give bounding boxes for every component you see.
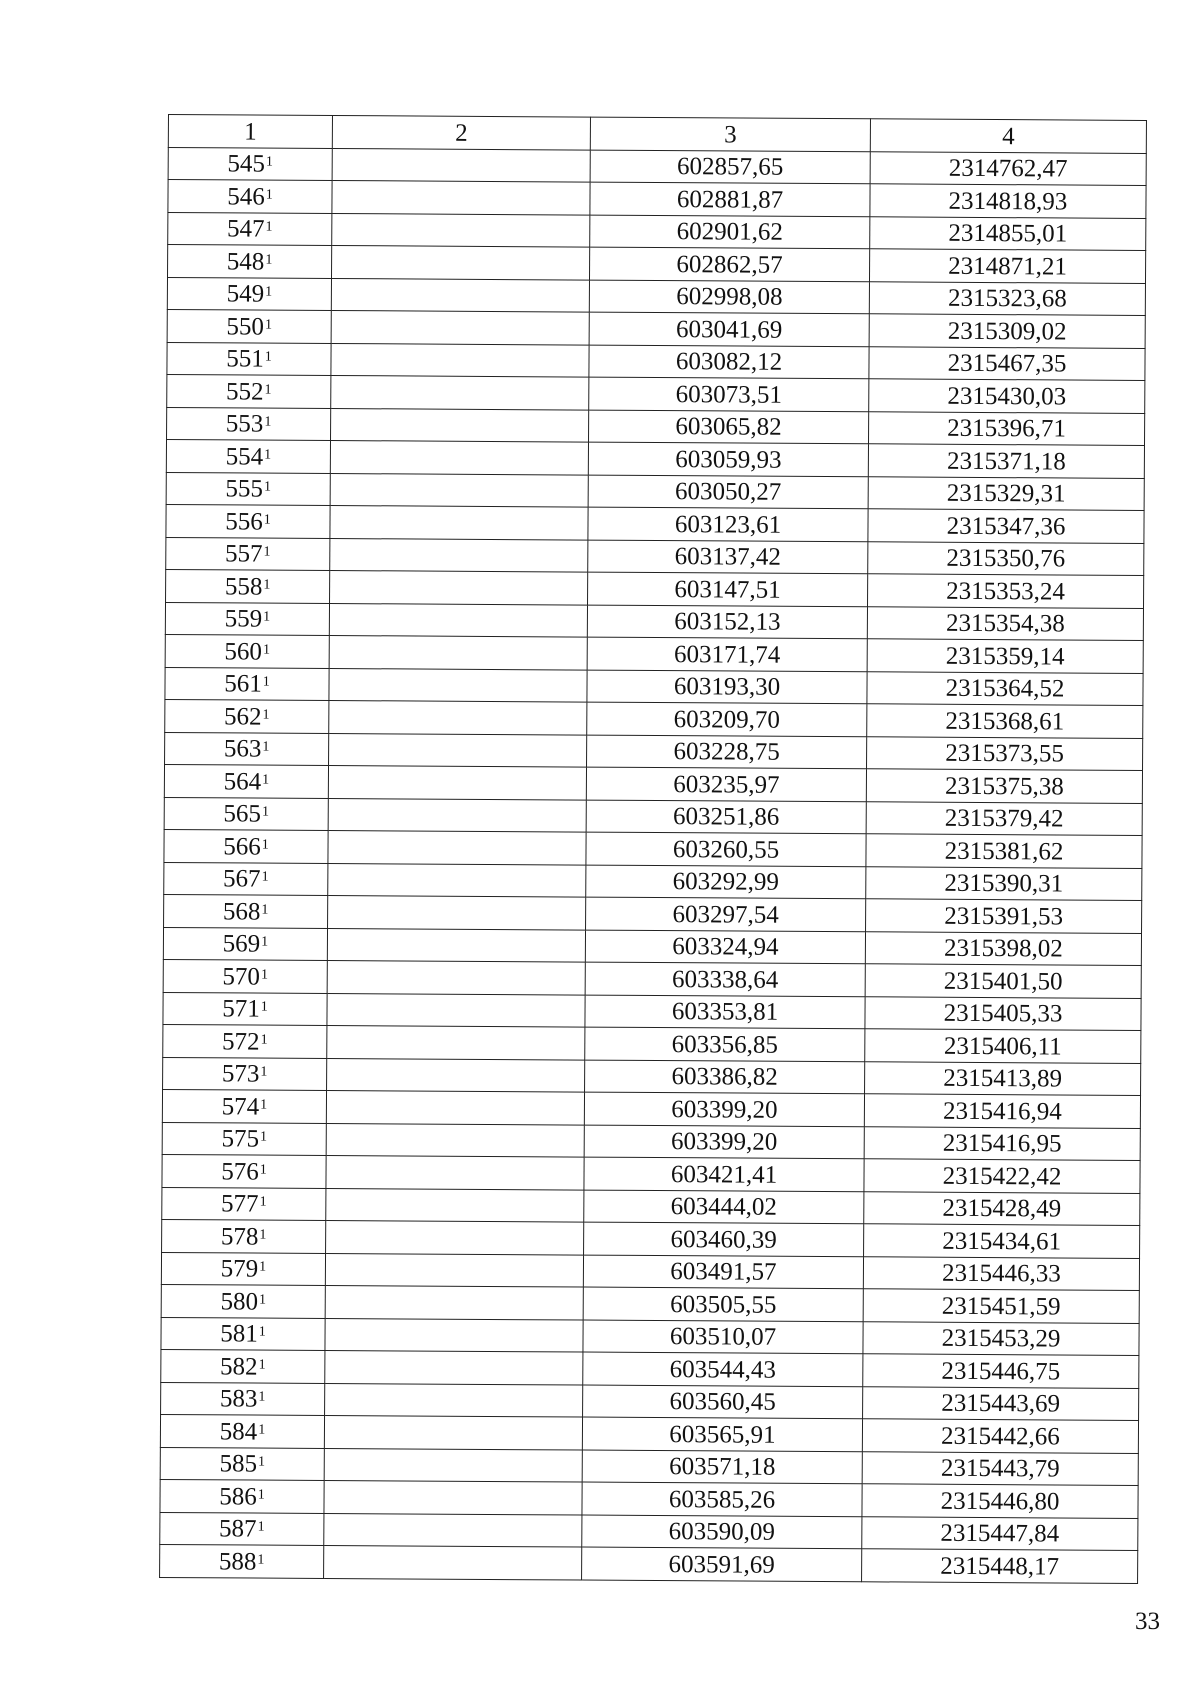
point-number: 564 bbox=[223, 767, 262, 796]
point-number-superscript: 1 bbox=[264, 317, 273, 333]
point-number-cell bbox=[164, 829, 328, 863]
point-number-cell bbox=[168, 245, 332, 279]
x-coordinate-cell: 603152,13 bbox=[587, 605, 867, 639]
column-2-cell bbox=[331, 311, 589, 345]
point-number: 581 bbox=[220, 1320, 258, 1348]
x-coordinate-cell: 603065,82 bbox=[589, 410, 869, 444]
point-number: 560 bbox=[224, 637, 263, 666]
point-number-cell bbox=[166, 504, 330, 538]
x-coordinate-cell: 603228,75 bbox=[587, 735, 867, 769]
x-coordinate-cell: 603491,57 bbox=[583, 1255, 863, 1289]
y-coordinate-cell: 2315453,29 bbox=[863, 1321, 1139, 1355]
point-number: 551 bbox=[226, 345, 264, 373]
column-2-cell bbox=[326, 1123, 584, 1157]
point-number-cell bbox=[164, 764, 328, 798]
y-coordinate-cell: 2315396,71 bbox=[868, 411, 1144, 445]
point-number: 582 bbox=[220, 1352, 258, 1381]
x-coordinate-cell: 603505,55 bbox=[583, 1287, 863, 1321]
column-2-cell bbox=[327, 928, 585, 962]
point-number-superscript: 1 bbox=[265, 284, 273, 300]
column-2-cell bbox=[325, 1383, 583, 1417]
point-number-cell bbox=[162, 1219, 326, 1253]
point-number-superscript: 1 bbox=[264, 382, 272, 398]
y-coordinate-cell: 2315442,66 bbox=[862, 1419, 1138, 1453]
x-coordinate-cell: 603171,74 bbox=[587, 637, 867, 671]
point-number-superscript: 1 bbox=[263, 544, 271, 560]
x-coordinate-cell: 603059,93 bbox=[588, 442, 868, 476]
point-number-cell bbox=[168, 212, 332, 246]
y-coordinate-cell: 2315413,89 bbox=[865, 1061, 1141, 1095]
point-number: 573 bbox=[221, 1060, 260, 1088]
point-number-cell bbox=[166, 439, 330, 473]
y-coordinate-cell: 2315329,31 bbox=[868, 476, 1144, 510]
x-coordinate-cell: 603353,81 bbox=[585, 995, 865, 1029]
point-number-cell bbox=[163, 959, 327, 993]
point-number-cell bbox=[167, 309, 331, 343]
point-number: 553 bbox=[225, 410, 264, 438]
point-number-superscript: 1 bbox=[261, 902, 269, 918]
x-coordinate-cell: 603251,86 bbox=[586, 800, 866, 834]
x-coordinate-cell: 603338,64 bbox=[585, 962, 865, 996]
point-number: 554 bbox=[225, 442, 264, 471]
x-coordinate-cell: 602998,08 bbox=[589, 280, 869, 314]
x-coordinate-cell: 603193,30 bbox=[587, 670, 867, 704]
column-2-cell bbox=[329, 733, 587, 767]
y-coordinate-cell: 2315443,69 bbox=[863, 1386, 1139, 1420]
column-2-cell bbox=[331, 278, 589, 312]
point-number-cell bbox=[162, 1154, 326, 1188]
point-number-cell bbox=[163, 992, 327, 1026]
x-coordinate-cell: 603444,02 bbox=[584, 1190, 864, 1224]
y-coordinate-cell: 2314871,21 bbox=[869, 249, 1145, 283]
page-number: 33 bbox=[1135, 1608, 1160, 1635]
point-number-superscript: 1 bbox=[264, 447, 272, 463]
column-2-cell bbox=[326, 1188, 584, 1222]
point-number-cell bbox=[160, 1512, 324, 1546]
point-number-cell bbox=[164, 797, 328, 831]
point-number-cell bbox=[164, 862, 328, 896]
point-number-superscript: 1 bbox=[263, 609, 271, 625]
point-number: 583 bbox=[219, 1385, 258, 1413]
column-2-cell bbox=[330, 505, 588, 539]
y-coordinate-cell: 2314762,47 bbox=[870, 151, 1146, 185]
x-coordinate-cell: 603209,70 bbox=[587, 702, 867, 736]
column-2-cell bbox=[325, 1350, 583, 1384]
point-number: 550 bbox=[226, 312, 265, 341]
column-2-cell bbox=[329, 700, 587, 734]
x-coordinate-cell: 602901,62 bbox=[590, 215, 870, 249]
y-coordinate-cell: 2315448,17 bbox=[862, 1549, 1138, 1583]
y-coordinate-cell: 2315364,52 bbox=[867, 671, 1143, 705]
y-coordinate-cell: 2314855,01 bbox=[870, 216, 1146, 250]
x-coordinate-cell: 603297,54 bbox=[586, 897, 866, 931]
column-2-cell bbox=[331, 376, 589, 410]
point-number-superscript: 1 bbox=[260, 1064, 268, 1080]
x-coordinate-cell: 603565,91 bbox=[582, 1417, 862, 1451]
point-number: 576 bbox=[221, 1157, 259, 1186]
point-number-superscript: 1 bbox=[260, 967, 269, 983]
x-coordinate-cell: 603235,97 bbox=[586, 767, 866, 801]
x-coordinate-cell: 603041,69 bbox=[589, 312, 869, 346]
coordinates-table bbox=[159, 114, 1147, 1583]
column-2-cell bbox=[330, 538, 588, 572]
point-number: 572 bbox=[222, 1027, 260, 1056]
point-number-superscript: 1 bbox=[258, 1292, 267, 1308]
x-coordinate-cell: 603073,51 bbox=[589, 377, 869, 411]
column-2-cell bbox=[324, 1545, 582, 1579]
y-coordinate-cell: 2315381,62 bbox=[866, 834, 1142, 868]
point-number-cell bbox=[167, 374, 331, 408]
column-2-cell bbox=[325, 1318, 583, 1352]
column-2-cell bbox=[327, 993, 585, 1027]
point-number-cell bbox=[167, 407, 331, 441]
point-number: 556 bbox=[225, 507, 263, 536]
column-2-cell bbox=[326, 1155, 584, 1189]
point-number-cell bbox=[160, 1447, 324, 1481]
y-coordinate-cell: 2315451,59 bbox=[863, 1289, 1139, 1323]
y-coordinate-cell: 2315373,55 bbox=[867, 736, 1143, 770]
point-number-superscript: 1 bbox=[258, 1357, 266, 1373]
point-number-cell bbox=[161, 1284, 325, 1318]
point-number-superscript: 1 bbox=[259, 1227, 267, 1243]
point-number-superscript: 1 bbox=[261, 869, 269, 885]
point-number-superscript: 1 bbox=[264, 414, 272, 430]
point-number-superscript: 1 bbox=[257, 1552, 265, 1568]
point-number-superscript: 1 bbox=[257, 1487, 265, 1503]
column-2-cell bbox=[324, 1415, 582, 1449]
point-number-cell bbox=[165, 602, 329, 636]
point-number-cell bbox=[163, 927, 327, 961]
point-number-superscript: 1 bbox=[258, 1324, 266, 1340]
point-number-cell bbox=[163, 1057, 327, 1091]
y-coordinate-cell: 2315446,33 bbox=[863, 1256, 1139, 1290]
point-number: 580 bbox=[220, 1287, 259, 1316]
x-coordinate-cell: 603560,45 bbox=[583, 1385, 863, 1419]
x-coordinate-cell: 603147,51 bbox=[588, 572, 868, 606]
point-number-superscript: 1 bbox=[259, 1194, 267, 1210]
point-number-superscript: 1 bbox=[260, 1097, 268, 1113]
column-2-cell bbox=[329, 635, 587, 669]
x-coordinate-cell: 603137,42 bbox=[588, 540, 868, 574]
point-number-superscript: 1 bbox=[263, 512, 271, 528]
table-body bbox=[160, 147, 1147, 1583]
x-coordinate-cell: 603571,18 bbox=[582, 1450, 862, 1484]
column-2-cell bbox=[328, 830, 586, 864]
point-number-cell bbox=[164, 894, 328, 928]
point-number-cell bbox=[161, 1382, 325, 1416]
point-number-cell bbox=[162, 1089, 326, 1123]
y-coordinate-cell: 2315416,95 bbox=[864, 1126, 1140, 1160]
column-2-cell bbox=[329, 603, 587, 637]
point-number-superscript: 1 bbox=[262, 772, 270, 788]
y-coordinate-cell: 2315446,75 bbox=[863, 1354, 1139, 1388]
point-number-cell bbox=[168, 147, 332, 181]
column-2-cell bbox=[327, 960, 585, 994]
x-coordinate-cell: 603050,27 bbox=[588, 475, 868, 509]
y-coordinate-cell: 2315379,42 bbox=[866, 801, 1142, 835]
point-number: 587 bbox=[219, 1515, 257, 1543]
column-header-1: 1 bbox=[168, 115, 332, 149]
point-number-cell bbox=[166, 569, 330, 603]
point-number-superscript: 1 bbox=[258, 1422, 266, 1438]
y-coordinate-cell: 2315350,76 bbox=[868, 541, 1144, 575]
column-2-cell bbox=[327, 1025, 585, 1059]
point-number: 561 bbox=[224, 670, 262, 698]
point-number-cell bbox=[165, 634, 329, 668]
point-number: 585 bbox=[219, 1450, 258, 1478]
point-number: 574 bbox=[221, 1092, 260, 1121]
point-number-cell bbox=[167, 342, 331, 376]
y-coordinate-cell: 2315428,49 bbox=[864, 1191, 1140, 1225]
y-coordinate-cell: 2315447,84 bbox=[862, 1516, 1138, 1550]
x-coordinate-cell: 603421,41 bbox=[584, 1157, 864, 1191]
x-coordinate-cell: 603590,09 bbox=[582, 1515, 862, 1549]
column-2-cell bbox=[329, 668, 587, 702]
point-number-cell bbox=[165, 699, 329, 733]
point-number-superscript: 1 bbox=[259, 1259, 267, 1275]
point-number-cell bbox=[168, 180, 332, 214]
x-coordinate-cell: 603324,94 bbox=[585, 930, 865, 964]
point-number-superscript: 1 bbox=[260, 999, 268, 1015]
x-coordinate-cell: 603386,82 bbox=[585, 1060, 865, 1094]
point-number-superscript: 1 bbox=[263, 479, 272, 495]
point-number-superscript: 1 bbox=[265, 219, 273, 235]
point-number-cell bbox=[160, 1479, 324, 1513]
x-coordinate-cell: 603356,85 bbox=[585, 1027, 865, 1061]
x-coordinate-cell: 603399,20 bbox=[584, 1092, 864, 1126]
point-number: 578 bbox=[220, 1222, 259, 1251]
point-number: 559 bbox=[224, 605, 263, 633]
column-2-cell bbox=[332, 246, 590, 280]
column-2-cell bbox=[326, 1090, 584, 1124]
point-number: 547 bbox=[226, 215, 265, 243]
point-number-superscript: 1 bbox=[265, 154, 274, 170]
point-number-superscript: 1 bbox=[265, 252, 273, 268]
point-number-cell bbox=[162, 1122, 326, 1156]
column-2-cell bbox=[332, 148, 590, 182]
point-number: 549 bbox=[226, 280, 265, 308]
point-number-superscript: 1 bbox=[258, 1389, 266, 1405]
point-number-cell bbox=[163, 1024, 327, 1058]
point-number-superscript: 1 bbox=[262, 707, 270, 723]
point-number: 568 bbox=[222, 897, 261, 926]
point-number-cell bbox=[167, 277, 331, 311]
y-coordinate-cell: 2315416,94 bbox=[864, 1094, 1140, 1128]
point-number-cell bbox=[162, 1187, 326, 1221]
point-number: 579 bbox=[220, 1255, 259, 1283]
point-number-superscript: 1 bbox=[259, 1162, 267, 1178]
x-coordinate-cell: 603460,39 bbox=[584, 1222, 864, 1256]
column-2-cell bbox=[328, 863, 586, 897]
x-coordinate-cell: 603399,20 bbox=[584, 1125, 864, 1159]
column-header-2: 2 bbox=[332, 116, 590, 150]
point-number: 569 bbox=[222, 930, 261, 958]
point-number-superscript: 1 bbox=[261, 837, 269, 853]
point-number: 562 bbox=[223, 702, 262, 731]
column-2-cell bbox=[324, 1448, 582, 1482]
point-number-cell bbox=[161, 1252, 325, 1286]
column-2-cell bbox=[330, 570, 588, 604]
column-2-cell bbox=[330, 440, 588, 474]
y-coordinate-cell: 2315434,61 bbox=[864, 1224, 1140, 1258]
point-number: 563 bbox=[223, 735, 262, 763]
point-number-superscript: 1 bbox=[262, 642, 271, 658]
x-coordinate-cell: 603123,61 bbox=[588, 507, 868, 541]
point-number-cell bbox=[165, 667, 329, 701]
y-coordinate-cell: 2315359,14 bbox=[867, 639, 1143, 673]
point-number: 575 bbox=[221, 1125, 260, 1153]
point-number-superscript: 1 bbox=[262, 739, 270, 755]
y-coordinate-cell: 2315323,68 bbox=[869, 281, 1145, 315]
column-2-cell bbox=[324, 1480, 582, 1514]
y-coordinate-cell: 2315354,38 bbox=[867, 606, 1143, 640]
column-2-cell bbox=[325, 1253, 583, 1287]
x-coordinate-cell: 603082,12 bbox=[589, 345, 869, 379]
point-number-superscript: 1 bbox=[257, 1454, 266, 1470]
x-coordinate-cell: 603260,55 bbox=[586, 832, 866, 866]
point-number: 584 bbox=[219, 1417, 258, 1446]
column-2-cell bbox=[324, 1513, 582, 1547]
column-2-cell bbox=[330, 473, 588, 507]
point-number: 588 bbox=[218, 1547, 257, 1576]
point-number: 545 bbox=[227, 150, 266, 178]
y-coordinate-cell: 2315443,79 bbox=[862, 1451, 1138, 1485]
point-number-cell bbox=[165, 732, 329, 766]
table-row bbox=[160, 1544, 1138, 1582]
column-header-4: 4 bbox=[870, 119, 1146, 153]
point-number-superscript: 1 bbox=[261, 934, 269, 950]
column-2-cell bbox=[328, 765, 586, 799]
point-number: 566 bbox=[223, 832, 261, 861]
point-number: 567 bbox=[222, 865, 261, 893]
x-coordinate-cell: 602862,57 bbox=[589, 247, 869, 281]
y-coordinate-cell: 2315422,42 bbox=[864, 1159, 1140, 1193]
x-coordinate-cell: 602881,87 bbox=[590, 182, 870, 216]
point-number-cell bbox=[166, 472, 330, 506]
column-2-cell bbox=[332, 181, 590, 215]
column-2-cell bbox=[328, 895, 586, 929]
point-number: 555 bbox=[225, 475, 264, 503]
y-coordinate-cell: 2315391,53 bbox=[866, 899, 1142, 933]
point-number-cell bbox=[161, 1317, 325, 1351]
column-2-cell bbox=[327, 1058, 585, 1092]
point-number: 557 bbox=[224, 540, 263, 568]
column-2-cell bbox=[332, 213, 590, 247]
point-number-cell bbox=[161, 1349, 325, 1383]
y-coordinate-cell: 2315371,18 bbox=[868, 444, 1144, 478]
y-coordinate-cell: 2315353,24 bbox=[868, 574, 1144, 608]
point-number-superscript: 1 bbox=[260, 1032, 268, 1048]
y-coordinate-cell: 2315368,61 bbox=[867, 704, 1143, 738]
point-number-cell bbox=[160, 1414, 324, 1448]
x-coordinate-cell: 603585,26 bbox=[582, 1482, 862, 1516]
point-number-superscript: 1 bbox=[262, 674, 270, 690]
x-coordinate-cell: 602857,65 bbox=[590, 150, 870, 184]
y-coordinate-cell: 2315347,36 bbox=[868, 509, 1144, 543]
column-header-3: 3 bbox=[590, 117, 870, 151]
y-coordinate-cell: 2315398,02 bbox=[865, 931, 1141, 965]
point-number-superscript: 1 bbox=[257, 1519, 265, 1535]
point-number-superscript: 1 bbox=[259, 1129, 268, 1145]
x-coordinate-cell: 603292,99 bbox=[586, 865, 866, 899]
y-coordinate-cell: 2315309,02 bbox=[869, 314, 1145, 348]
point-number: 558 bbox=[224, 572, 263, 601]
y-coordinate-cell: 2315405,33 bbox=[865, 996, 1141, 1030]
y-coordinate-cell: 2315390,31 bbox=[866, 866, 1142, 900]
point-number: 577 bbox=[221, 1190, 259, 1218]
column-2-cell bbox=[331, 408, 589, 442]
point-number: 570 bbox=[222, 962, 261, 991]
point-number: 586 bbox=[219, 1482, 257, 1511]
point-number-superscript: 1 bbox=[264, 349, 272, 365]
y-coordinate-cell: 2315467,35 bbox=[869, 346, 1145, 380]
y-coordinate-cell: 2314818,93 bbox=[870, 184, 1146, 218]
point-number-superscript: 1 bbox=[263, 577, 271, 593]
y-coordinate-cell: 2315446,80 bbox=[862, 1484, 1138, 1518]
point-number: 546 bbox=[227, 182, 265, 211]
x-coordinate-cell: 603510,07 bbox=[583, 1320, 863, 1354]
point-number: 548 bbox=[226, 247, 265, 276]
y-coordinate-cell: 2315430,03 bbox=[869, 379, 1145, 413]
y-coordinate-cell: 2315375,38 bbox=[866, 769, 1142, 803]
x-coordinate-cell: 603544,43 bbox=[583, 1352, 863, 1386]
y-coordinate-cell: 2315406,11 bbox=[865, 1029, 1141, 1063]
column-2-cell bbox=[331, 343, 589, 377]
column-2-cell bbox=[325, 1285, 583, 1319]
point-number: 552 bbox=[225, 377, 264, 406]
point-number-cell bbox=[160, 1544, 324, 1578]
y-coordinate-cell: 2315401,50 bbox=[865, 964, 1141, 998]
point-number: 565 bbox=[223, 800, 262, 828]
x-coordinate-cell: 603591,69 bbox=[582, 1547, 862, 1581]
column-2-cell bbox=[328, 798, 586, 832]
point-number-superscript: 1 bbox=[261, 804, 270, 820]
point-number-cell bbox=[166, 537, 330, 571]
point-number: 571 bbox=[222, 995, 260, 1023]
column-2-cell bbox=[326, 1220, 584, 1254]
point-number-superscript: 1 bbox=[265, 187, 273, 203]
